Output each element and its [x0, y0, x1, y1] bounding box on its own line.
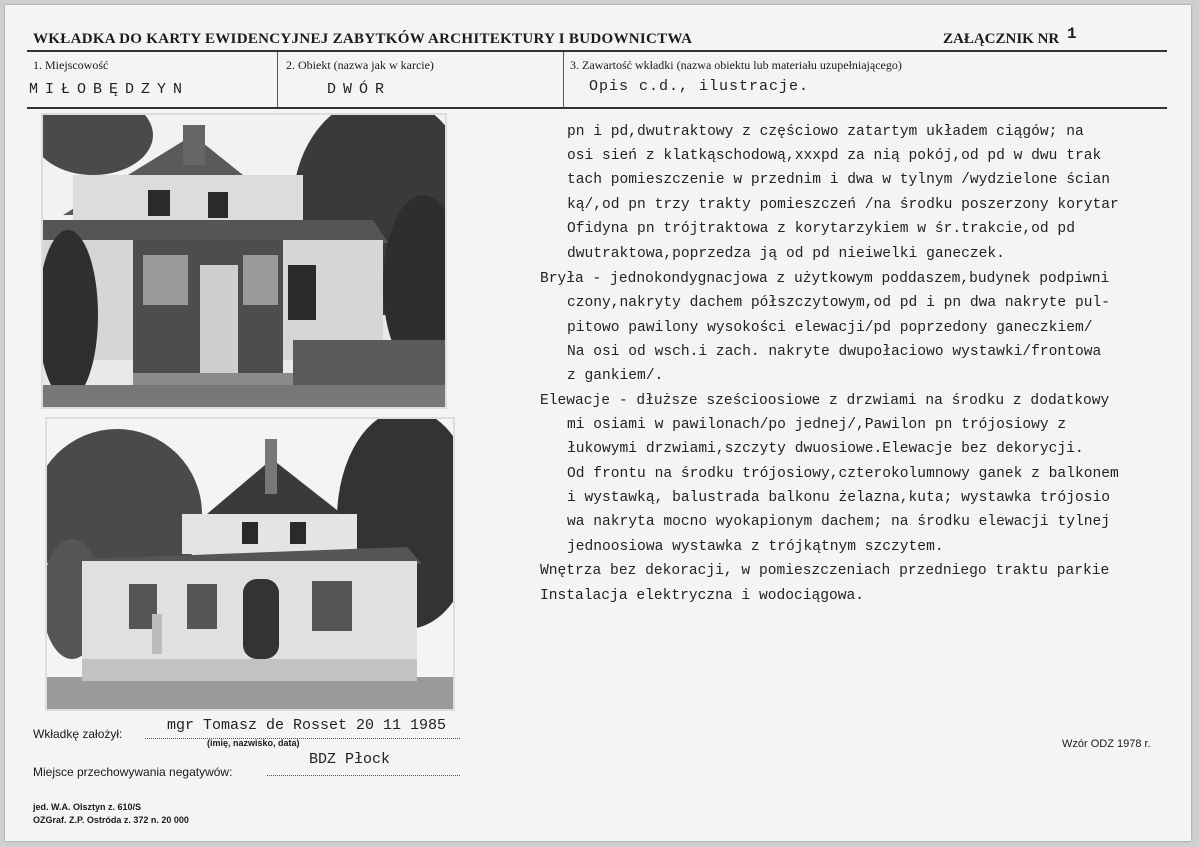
- body-line: osi sień z klatkąschodową,xxxpd za nią pokój,od pd w dwu trak: [567, 148, 1102, 164]
- photo-manor-side: [45, 417, 455, 711]
- body-line: pitowo pawilony wysokości elewacji/pd poprzedony ganeczkiem/: [567, 320, 1093, 336]
- body-line: łukowymi drzwiami,szczyty dwuosiowe.Elewacje bez dekorycji.: [567, 441, 1084, 457]
- photo-manor-front-image: [43, 115, 445, 407]
- body-line: Od frontu na środku trójosiowy,czterokolumnowy ganek z balkonem: [567, 466, 1119, 482]
- body-line: Ofidyna pn trójtraktowa z korytarzykiem w śr.trakcie,od pd: [567, 221, 1075, 237]
- annex-number: 1: [1067, 25, 1077, 43]
- negatives-storage-line: [267, 775, 460, 776]
- locality-label: 1. Miejscowość: [33, 58, 109, 72]
- body-line: Na osi od wsch.i zach. nakryte dwupołaciowo wystawki/frontowa: [567, 344, 1102, 360]
- body-line: Elewacje - dłuższe sześcioosiowe z drzwiami na środku z dodatkowy: [540, 393, 1110, 409]
- body-line: jednoosiowa wystawka z trójkątnym szczytem.: [567, 539, 944, 555]
- field-divider-1: [277, 52, 278, 107]
- created-by-line: [145, 738, 460, 739]
- header-rule: [27, 50, 1167, 52]
- body-line: wa nakryta mocno wyokapionym dachem; na środku elewacji tylnej: [567, 514, 1110, 530]
- form-model-note: Wzór ODZ 1978 r.: [1062, 738, 1151, 750]
- body-line: ką/,od pn trzy trakty pomieszczeń /na środku poszerzony korytar: [567, 197, 1119, 213]
- object-label: 2. Obiekt (nazwa jak w karcie): [286, 58, 434, 72]
- form-title: WKŁADKA DO KARTY EWIDENCYJNEJ ZABYTKÓW ARCHITEKTURY I BUDOWNICTWA: [33, 31, 693, 47]
- fields-rule: [27, 107, 1167, 109]
- object-value: DWÓR: [327, 81, 392, 98]
- negatives-storage-label: Miejsce przechowywania negatywów:: [33, 765, 233, 779]
- printer-line-2: OZGraf. Z.P. Ostróda z. 372 n. 20 000: [33, 815, 189, 825]
- contents-value: Opis c.d., ilustracje.: [589, 78, 810, 95]
- created-by-value: mgr Tomasz de Rosset 20 11 1985: [167, 717, 447, 734]
- body-line: tach pomieszczenie w przednim i dwa w tylnym /wydzielone ścian: [567, 172, 1110, 188]
- created-by-label: Wkładkę założył:: [33, 727, 123, 741]
- photo-manor-front: [41, 113, 447, 409]
- body-line: Wnętrza bez dekoracji, w pomieszczeniach przedniego traktu parkie: [540, 563, 1110, 579]
- body-line: Bryła - jednokondygnacjowa z użytkowym poddaszem,budynek podpiwni: [540, 271, 1110, 287]
- body-line: dwutraktowa,poprzedza ją od pd nieiwelki ganeczek.: [567, 246, 1005, 262]
- locality-value: MIŁOBĘDZYN: [29, 81, 190, 98]
- field-divider-2: [563, 52, 564, 107]
- body-line: mi osiami w pawilonach/po jednej/,Pawilon pn trójosiowy z: [567, 417, 1067, 433]
- document-sheet: [5, 5, 1191, 841]
- negatives-storage-value: BDZ Płock: [309, 751, 391, 768]
- body-line: Instalacja elektryczna i wodociągowa.: [540, 588, 865, 604]
- annex-label: ZAŁĄCZNIK NR: [943, 31, 1060, 47]
- photo-manor-side-image: [47, 419, 453, 709]
- contents-label: 3. Zawartość wkładki (nazwa obiektu lub materiału uzupełniającego): [570, 58, 902, 72]
- body-line: z gankiem/.: [567, 368, 664, 384]
- created-by-hint: (imię, nazwisko, data): [207, 738, 300, 748]
- body-line: czony,nakryty dachem półszczytowym,od pd i pn dwa nakryte pul-: [567, 295, 1110, 311]
- body-line: i wystawką, balustrada balkonu żelazna,kuta; wystawka trójosio: [567, 490, 1110, 506]
- body-line: pn i pd,dwutraktowy z częściowo zatartym układem ciągów; na: [567, 124, 1084, 140]
- printer-line-1: jed. W.A. Olsztyn z. 610/S: [33, 802, 142, 812]
